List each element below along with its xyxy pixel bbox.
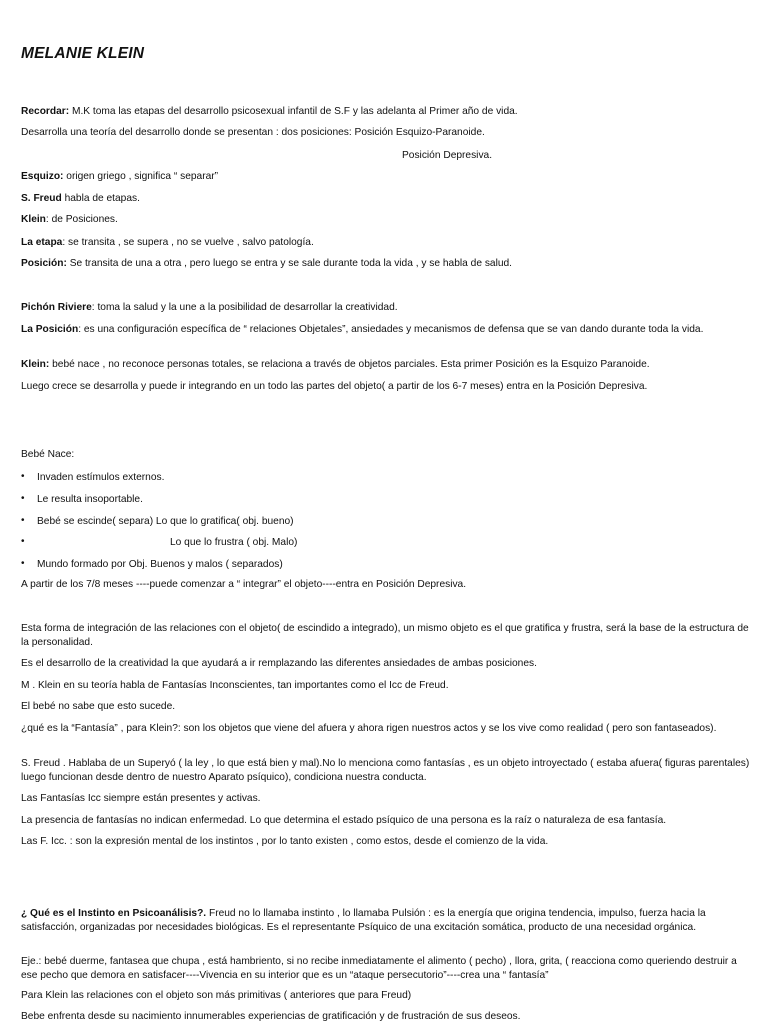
freud-label: S. Freud <box>21 193 62 204</box>
paragraph-mklein: M . Klein en su teoría habla de Fantasías Inconscientes, tan importantes como el Icc de Freud. <box>21 680 449 691</box>
posicion-label: Posición: <box>21 258 67 269</box>
paragraph-superyo: S. Freud . Hablaba de un Superyó ( la ley , lo que está bien y mal).No lo menciona como fantasías , es un objeto introyectado ( estaba afuera( figuras parentales) luego funcionan desde dentro de nuestro Aparato psíquico), condiciona nuestra conducta. <box>21 758 750 783</box>
paragraph-klein <box>21 213 751 227</box>
paragraph-pichon <box>21 301 751 315</box>
paragraph-bebe-no-sabe: El bebé no sabe que esto sucede. <box>21 701 176 712</box>
list-item: Invaden estímulos externos. <box>37 472 165 483</box>
pichon-label: Pichón Riviere <box>21 302 92 313</box>
recordar-text: M.K toma las etapas del desarrollo psicosexual infantil de S.F y las adelanta al Primer año de vida. <box>69 106 518 117</box>
klein2-label: Klein: <box>21 359 50 370</box>
esquizo-text: origen griego , significa “ separar” <box>63 171 219 182</box>
paragraph-desarrolla: Desarrolla una teoría del desarrollo donde se presentan : dos posiciones: Posición Esquizo-Paranoide. <box>21 127 485 138</box>
list-item: Lo que lo frustra ( obj. Malo) <box>170 537 298 548</box>
la-posicion-text: : es una configuración específica de “ relaciones Objetales”, ansiedades y mecanismos de defensa que se van dando durante toda la vida. <box>78 324 704 335</box>
posicion-text: Se transita de una a otra , pero luego se entra y se sale durante toda la vida , y se habla de salud. <box>66 258 513 269</box>
paragraph-posicion <box>21 257 751 271</box>
document-title: MELANIE KLEIN <box>21 45 145 62</box>
paragraph-posicion-depresiva: Posición Depresiva. <box>402 150 493 161</box>
paragraph-que-es-fantasia: ¿qué es la “Fantasía” , para Klein?: son los objetos que viene del afuera y ahora rigen nuestros actos y se los vive como realidad ( pero son fantaseados). <box>21 723 717 734</box>
paragraph-instinto <box>21 907 751 934</box>
paragraph-apartir: A partir de los 7/8 meses ----puede comenzar a “ integrar” el objeto----entra en Posición Depresiva. <box>21 579 467 590</box>
bullet-dot: • <box>21 515 25 526</box>
klein-label: Klein <box>21 214 46 225</box>
la-posicion-label: La Posición <box>21 324 79 335</box>
paragraph-esta-forma: Esta forma de integración de las relaciones con el objeto( de escindido a integrado), un mismo objeto es el que gratifica y frustra, será la base de la estructura de la personalidad. <box>21 623 749 648</box>
paragraph-recordar <box>21 105 751 119</box>
paragraph-es-desarrollo: Es el desarrollo de la creatividad la que ayudará a ir remplazando las diferentes ansiedades de ambas posiciones. <box>21 658 537 669</box>
bullet-dot: • <box>21 558 25 569</box>
paragraph-fantasias-icc: Las Fantasías Icc siempre están presentes y activas. <box>21 793 261 804</box>
paragraph-presencia: La presencia de fantasías no indican enfermedad. Lo que determina el estado psíquico de una persona es la raíz o naturaleza de esa fantasía. <box>21 815 667 826</box>
freud-text: habla de etapas. <box>61 193 140 204</box>
bullet-dot: • <box>21 536 25 547</box>
paragraph-para-klein: Para Klein las relaciones con el objeto son más primitivas ( anteriores que para Freud) <box>21 990 412 1001</box>
etapa-label: La etapa <box>21 237 63 248</box>
paragraph-bebe-enfrenta: Bebe enfrenta desde su nacimiento innumerables experiencias de gratificación y de frustración de sus deseos. <box>21 1011 521 1022</box>
paragraph-freud <box>21 192 751 206</box>
recordar-label: Recordar: <box>21 106 70 117</box>
paragraph-bebe-nace: Bebé Nace: <box>21 449 75 460</box>
list-item: Bebé se escinde( separa) Lo que lo gratifica( obj. bueno) <box>37 516 294 527</box>
esquizo-label: Esquizo: <box>21 171 64 182</box>
paragraph-esquizo <box>21 170 751 184</box>
instinto-text: Freud no lo llamaba instinto , lo llamaba Pulsión : es la energía que origina tendencia, impulso, fuerza hacia la satisfacción, organizadas por necesidades biológicas. Es el representante Psíquico de una excitación somática, producto de una necesidad orgánica. <box>21 908 706 933</box>
list-item: Mundo formado por Obj. Buenos y malos ( separados) <box>37 559 283 570</box>
klein2-text: bebé nace , no reconoce personas totales, se relaciona a través de objetos parciales. Esta primer Posición es la Esquizo Paranoide. <box>49 359 650 370</box>
etapa-text: : se transita , se supera , no se vuelve , salvo patología. <box>62 237 314 248</box>
bullet-dot: • <box>21 471 25 482</box>
paragraph-las-f-icc: Las F. Icc. : son la expresión mental de los instintos , por lo tanto existen , como estos, desde el comienzo de la vida. <box>21 836 549 847</box>
list-item: Le resulta insoportable. <box>37 494 143 505</box>
paragraph-ejemplo: Eje.: bebé duerme, fantasea que chupa , está hambriento, si no recibe inmediatamente el alimento ( pecho) , llora, grita, ( reacciona como queriendo destruir a ese pecho que demora en satisfacer----Vivencia en su interior que es un “ataque persecutorio”----crea una “ fantasía” <box>21 956 737 981</box>
klein-text: : de Posiciones. <box>45 214 118 225</box>
paragraph-la-posicion <box>21 323 751 337</box>
paragraph-klein-bebe <box>21 358 751 372</box>
instinto-label: ¿ Qué es el Instinto en Psicoanálisis?. <box>21 908 207 919</box>
bullet-dot: • <box>21 493 25 504</box>
paragraph-etapa <box>21 236 751 250</box>
pichon-text: : toma la salud y la une a la posibilidad de desarrollar la creatividad. <box>91 302 398 313</box>
paragraph-luego: Luego crece se desarrolla y puede ir integrando en un todo las partes del objeto( a partir de los 6-7 meses) entra en la Posición Depresiva. <box>21 381 648 392</box>
